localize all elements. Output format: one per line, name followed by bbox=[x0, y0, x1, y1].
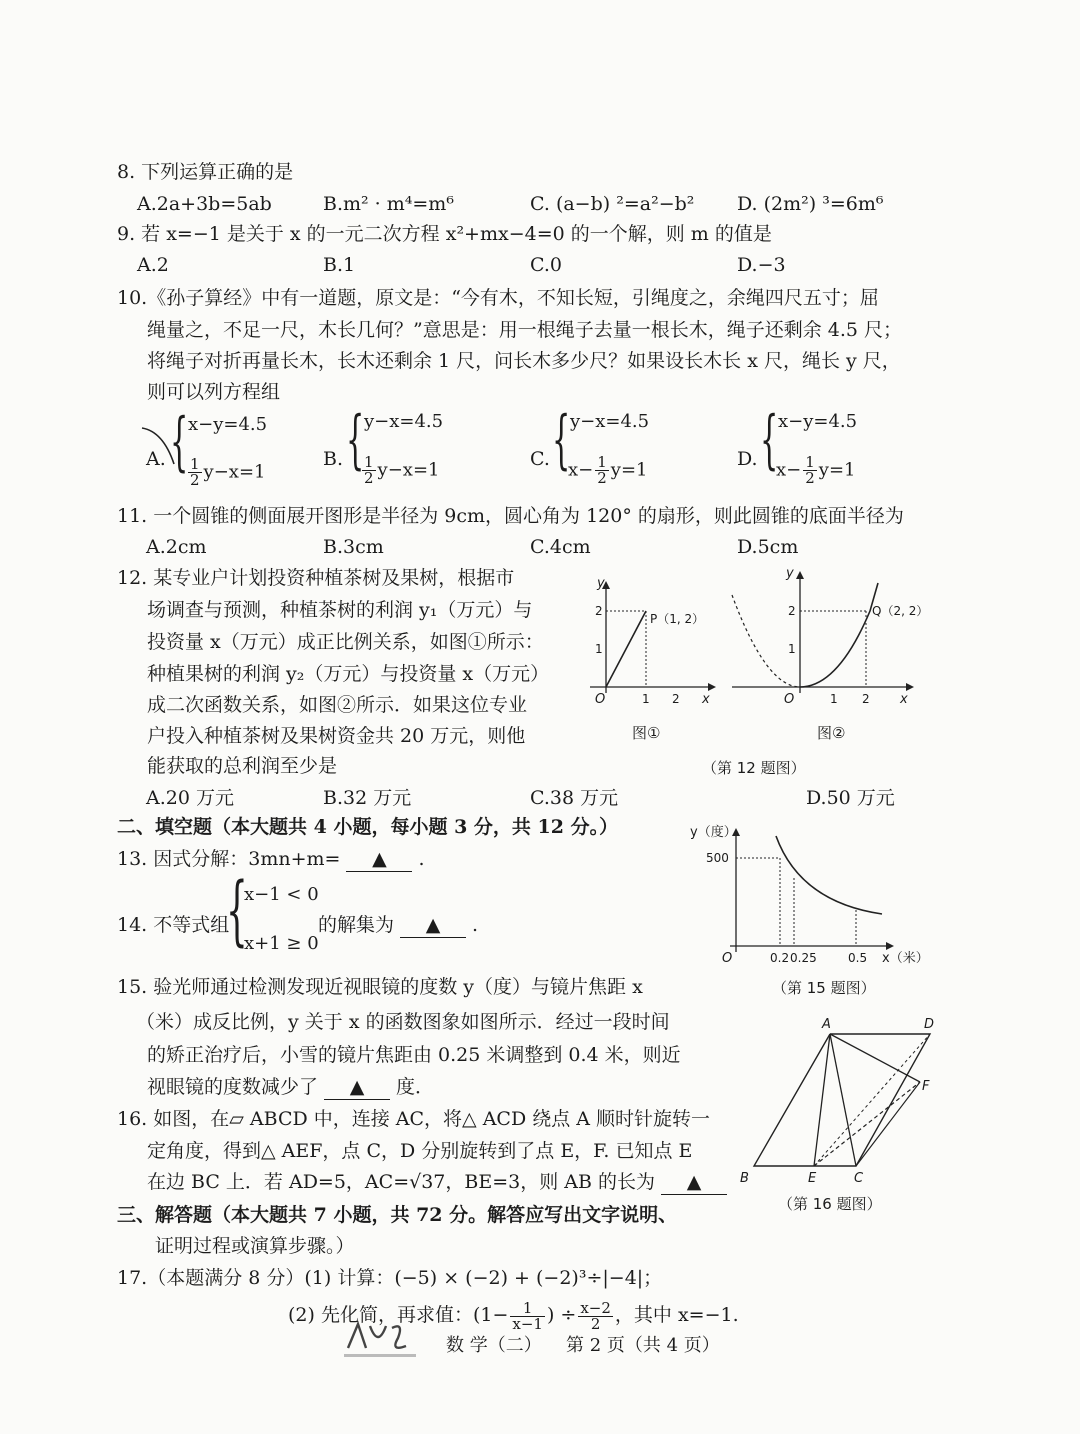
point-label: P（1, 2） bbox=[650, 612, 705, 626]
q12-figure-2-caption: 图② bbox=[817, 724, 846, 742]
handwritten-mark bbox=[140, 424, 180, 474]
x-axis-label: x bbox=[900, 692, 908, 707]
q11-option-d: D.5cm bbox=[737, 536, 799, 558]
inverse-curve bbox=[776, 836, 882, 914]
origin-label: O bbox=[722, 951, 733, 966]
equation-1: x−y=4.5 bbox=[778, 411, 858, 432]
q10-line4: 则可以列方程组 bbox=[147, 381, 281, 403]
equation-2 bbox=[776, 455, 855, 486]
point-label: Q（2, 2） bbox=[872, 604, 929, 618]
q14-suffix-text: 的解集为 bbox=[318, 914, 395, 936]
vertex-f: F bbox=[922, 1079, 930, 1094]
x-tick: 2 bbox=[672, 692, 680, 706]
equation-1: y−x=4.5 bbox=[364, 411, 444, 432]
q8-option-d: D. (2m²) ³=6m⁶ bbox=[737, 193, 884, 215]
x-axis-arrow bbox=[886, 942, 894, 950]
q12-line: 场调查与预测，种植茶树的利润 y₁（万元）与 bbox=[147, 599, 533, 621]
equation-suffix: y−x=1 bbox=[203, 461, 266, 483]
answer-blank: ▲ bbox=[661, 1170, 727, 1195]
q15-line3: 的矫正治疗后，小雪的镜片焦距由 0.25 米调整到 0.4 米，则近 bbox=[147, 1044, 681, 1066]
q12-option-c: C.38 万元 bbox=[530, 787, 619, 809]
q12-option-d: D.50 万元 bbox=[806, 787, 895, 809]
q12-line: 能获取的总利润至少是 bbox=[147, 755, 338, 777]
q16-line3-text: 在边 BC 上．若 AD=5，AC=√37，BE=3，则 AB 的长为 bbox=[147, 1171, 656, 1193]
brace: { bbox=[552, 403, 571, 477]
x-axis-arrow bbox=[708, 683, 716, 691]
answer-blank: ▲ bbox=[400, 913, 466, 938]
fraction bbox=[510, 1298, 545, 1333]
q10-line1: 10.《孙子算经》中有一道题，原文是：“今有木，不知长短，引绳度之，余绳四尺五寸；屈 bbox=[117, 287, 879, 309]
y-tick: 500 bbox=[706, 851, 729, 865]
q9-option-c: C.0 bbox=[530, 254, 562, 276]
q8-stem: 8. 下列运算正确的是 bbox=[117, 161, 294, 183]
numerator: 1 bbox=[190, 455, 200, 473]
q10-option-label: A. bbox=[146, 448, 166, 470]
q13-stem: 13. 因式分解：3mn+m= bbox=[117, 848, 341, 870]
q15-figure bbox=[690, 822, 929, 972]
equation-1: x−y=4.5 bbox=[188, 414, 268, 435]
q9-stem: 9. 若 x=−1 是关于 x 的一元二次方程 x²+mx−4=0 的一个解，则 m 的值是 bbox=[117, 223, 772, 245]
segment-af bbox=[830, 1034, 920, 1082]
denominator: 2 bbox=[805, 469, 815, 487]
equation-suffix: y=1 bbox=[818, 459, 856, 481]
q10-option-label: C. bbox=[530, 448, 550, 470]
brace: { bbox=[346, 403, 365, 477]
equation-1: y−x=4.5 bbox=[570, 411, 650, 432]
q12-option-b: B.32 万元 bbox=[323, 787, 412, 809]
q9-option-d: D.−3 bbox=[737, 254, 786, 276]
x-axis-label: x bbox=[702, 692, 710, 707]
q16-line2: 定角度，得到△ AEF，点 C，D 分别旋转到了点 E，F. 已知点 E bbox=[147, 1140, 693, 1162]
denominator: x−1 bbox=[512, 1314, 543, 1333]
denominator: 2 bbox=[597, 469, 607, 487]
q16-line3 bbox=[147, 1170, 733, 1195]
x-tick: 2 bbox=[862, 692, 870, 706]
footer-subject: 数 学（二） bbox=[446, 1335, 542, 1356]
q17-line2-mid: ) ÷ bbox=[546, 1304, 577, 1326]
q16-figure-caption: （第 16 题图） bbox=[778, 1195, 882, 1213]
q14-suffix: 的解集为 ▲ . bbox=[318, 914, 479, 936]
q14-prefix: 14. 不等式组 bbox=[117, 914, 230, 936]
q15-line4-text: 视眼镜的度数减少了 bbox=[147, 1076, 319, 1098]
q15-line4 bbox=[147, 1075, 434, 1100]
x-tick: 1 bbox=[830, 692, 838, 706]
brace: { bbox=[760, 403, 779, 477]
q15-figure-caption: （第 15 题图） bbox=[772, 979, 876, 997]
q17-line2-prefix: (2) 先化简，再求值：(1− bbox=[288, 1304, 509, 1326]
denominator: 2 bbox=[364, 469, 374, 487]
q12-line: 投资量 x（万元）成正比例关系，如图①所示： bbox=[147, 631, 544, 653]
segment-bf bbox=[814, 1034, 930, 1166]
q11-option-a: A.2cm bbox=[146, 536, 207, 558]
numerator: 1 bbox=[805, 453, 815, 471]
q16-figure bbox=[732, 1012, 952, 1187]
equation-2 bbox=[186, 457, 265, 488]
y-axis-label: y bbox=[786, 566, 794, 581]
q9-option-b: B.1 bbox=[323, 254, 356, 276]
q17-line2-suffix: ，其中 x=−1. bbox=[614, 1304, 739, 1326]
q12-line: 12. 某专业户计划投资种植茶树及果树，根据市 bbox=[117, 567, 515, 589]
q12-line: 种植果树的利润 y₂（万元）与投资量 x（万元） bbox=[147, 663, 550, 685]
footer-page: 第 2 页（共 4 页） bbox=[566, 1335, 720, 1356]
answer-blank: ▲ bbox=[324, 1075, 390, 1100]
q10-line2: 绳量之，不足一尺，木长几何？”意思是：用一根绳子去量一根长木，绳子还剩余 4.5 尺； bbox=[147, 319, 903, 341]
q12-figure-1 bbox=[580, 575, 720, 715]
y-axis-label: y bbox=[597, 576, 605, 591]
q10-line3: 将绳子对折再量长木，长木还剩余 1 尺，问长木多少尺？如果设长木长 x 尺，绳长 y 尺， bbox=[147, 350, 901, 372]
x-tick: 0.2 bbox=[770, 951, 790, 965]
parallelogram-abcd bbox=[754, 1034, 930, 1166]
denominator: 2 bbox=[190, 471, 200, 489]
q15-line4-suffix: 度． bbox=[396, 1076, 435, 1098]
q9-option-a: A.2 bbox=[137, 254, 169, 276]
segment-cf bbox=[856, 1082, 920, 1166]
fraction bbox=[188, 457, 202, 488]
q17-line1: 17.（本题满分 8 分）(1) 计算：(−5) × (−2) + (−2)³÷|−4|； bbox=[117, 1267, 663, 1289]
y-axis-label: y（度） bbox=[690, 825, 737, 840]
equation-2 bbox=[568, 455, 647, 486]
x-tick: 0.25 bbox=[790, 951, 817, 965]
q8-option-c: C. (a−b) ²=a²−b² bbox=[530, 193, 695, 215]
q10-option-label: B. bbox=[323, 448, 344, 470]
q12-figure-caption: （第 12 题图） bbox=[702, 759, 806, 777]
segment-ae bbox=[814, 1034, 830, 1166]
y-tick: 2 bbox=[595, 604, 603, 618]
q8-option-b: B.m² · m⁴=m⁶ bbox=[323, 193, 454, 215]
vertex-a: A bbox=[822, 1017, 831, 1032]
fraction bbox=[803, 455, 817, 486]
fraction bbox=[595, 455, 609, 486]
equation-suffix: y−x=1 bbox=[377, 459, 440, 481]
numerator: 1 bbox=[364, 453, 374, 471]
q10-option-label: D. bbox=[737, 448, 758, 470]
x-tick: 0.5 bbox=[848, 951, 868, 965]
fraction bbox=[578, 1298, 613, 1333]
y-tick: 1 bbox=[788, 642, 796, 656]
vertex-b: B bbox=[740, 1171, 749, 1186]
q13: 13. 因式分解：3mn+m= ▲ . bbox=[117, 848, 425, 870]
answer-blank: ▲ bbox=[346, 847, 412, 872]
brace: { bbox=[226, 865, 248, 954]
origin-label: O bbox=[784, 692, 795, 707]
line-y1 bbox=[606, 611, 646, 687]
q11-option-c: C.4cm bbox=[530, 536, 591, 558]
equation-2 bbox=[360, 455, 439, 486]
x-axis-arrow bbox=[906, 683, 914, 691]
equation-prefix: x− bbox=[568, 459, 594, 481]
q12-option-a: A.20 万元 bbox=[146, 787, 234, 809]
y-axis-arrow bbox=[796, 571, 804, 579]
numerator: 1 bbox=[510, 1301, 545, 1317]
origin-label: O bbox=[595, 692, 606, 707]
q8-option-a: A.2a+3b=5ab bbox=[137, 193, 272, 215]
vertex-c: C bbox=[854, 1171, 864, 1186]
q14-inequality-2: x+1 ≥ 0 bbox=[244, 933, 319, 954]
y-tick: 2 bbox=[788, 604, 796, 618]
q14-inequality-1: x−1 < 0 bbox=[244, 884, 319, 905]
q16-line1: 16. 如图，在▱ ABCD 中，连接 AC，将△ ACD 绕点 A 顺时针旋转一 bbox=[117, 1108, 711, 1130]
q11-stem: 11. 一个圆锥的侧面展开图形是半径为 9cm，圆心角为 120° 的扇形，则此圆锥的底面半径为 bbox=[117, 505, 904, 527]
y-tick: 1 bbox=[595, 642, 603, 656]
numerator: 1 bbox=[597, 453, 607, 471]
numerator: x−2 bbox=[580, 1298, 611, 1317]
vertex-e: E bbox=[808, 1171, 817, 1186]
brace: { bbox=[170, 405, 189, 479]
publisher-logo bbox=[340, 1318, 420, 1362]
section-3-heading-cont: 证明过程或演算步骤。） bbox=[155, 1235, 355, 1257]
vertex-d: D bbox=[924, 1017, 935, 1032]
q12-line: 成二次函数关系，如图②所示．如果这位专业 bbox=[147, 694, 528, 716]
q12-line: 户投入种植茶树及果树资金共 20 万元，则他 bbox=[147, 725, 526, 747]
q15-line1: 15. 验光师通过检测发现近视眼镜的度数 y（度）与镜片焦距 x bbox=[117, 976, 643, 998]
segment-ef bbox=[814, 1082, 920, 1166]
section-2-heading: 二、填空题（本大题共 4 小题，每小题 3 分，共 12 分。） bbox=[117, 816, 619, 838]
q12-figure-2 bbox=[728, 565, 929, 707]
q11-option-b: B.3cm bbox=[323, 536, 384, 558]
q12-figure-1-caption: 图① bbox=[632, 724, 661, 742]
fraction bbox=[362, 455, 376, 486]
section-3-heading: 三、解答题（本大题共 7 小题，共 72 分。解答应写出文字说明、 bbox=[117, 1204, 678, 1226]
denominator: 2 bbox=[590, 1314, 601, 1333]
x-axis-label: x（米） bbox=[882, 951, 929, 966]
q15-line2: （米）成反比例，y 关于 x 的函数图象如图所示．经过一段时间 bbox=[136, 1011, 670, 1033]
equation-prefix: x− bbox=[776, 459, 802, 481]
equation-suffix: y=1 bbox=[610, 459, 648, 481]
segment-ac bbox=[830, 1034, 856, 1166]
x-tick: 1 bbox=[642, 692, 650, 706]
